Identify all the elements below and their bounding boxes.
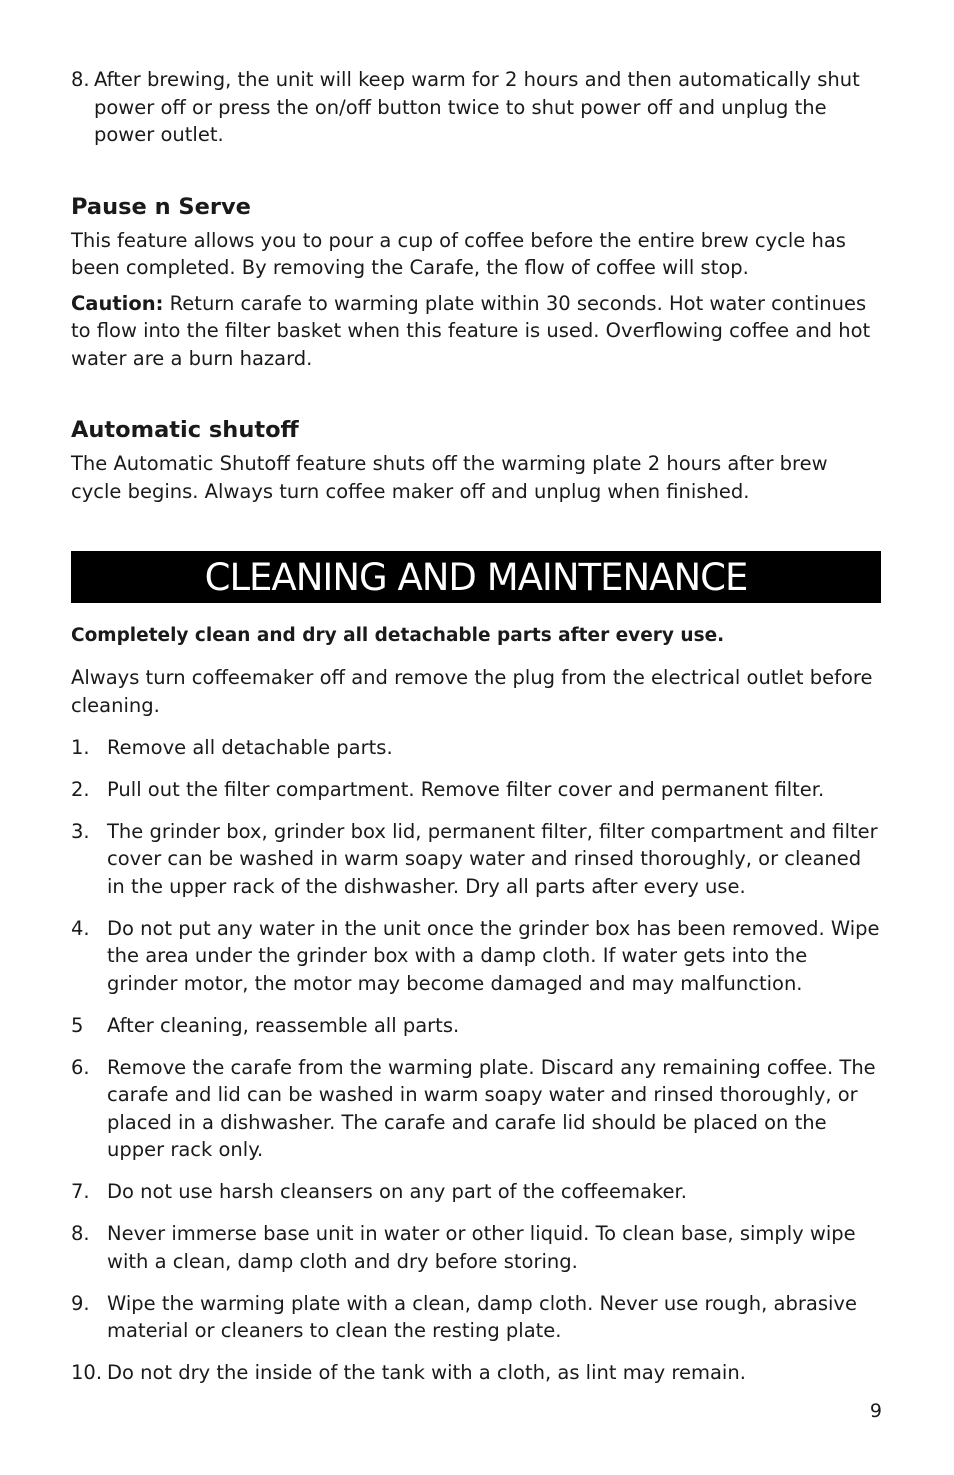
- list-item: [71, 776, 881, 804]
- pause-n-serve-heading: Pause n Serve: [71, 193, 251, 220]
- list-item-number: 8.: [71, 1222, 90, 1245]
- list-item-number: 5: [71, 1013, 84, 1037]
- list-item: [71, 1178, 881, 1206]
- list-item-text: Do not use harsh cleansers on any part of the coffeemaker.: [107, 1180, 687, 1203]
- automatic-shutoff-body: The Automatic Shutoff feature shuts off the warming plate 2 hours after brew cycle begins. Always turn coffee maker off and unplug when finished.: [71, 452, 828, 503]
- list-item-text: The grinder box, grinder box lid, permanent filter, filter compartment and filter cover can be washed in warm soapy water and rinsed thoroughly, or cleaned in the upper rack of the dishwasher. Dry all parts after every use.: [107, 819, 878, 898]
- cleaning-intro: Always turn coffeemaker off and remove the plug from the electrical outlet before cleaning.: [71, 666, 873, 717]
- list-item-text: Wipe the warming plate with a clean, damp cloth. Never use rough, abrasive material or cleaners to clean the resting plate.: [107, 1291, 857, 1342]
- list-item: [71, 1012, 881, 1040]
- list-item: [71, 1290, 881, 1345]
- page-number: 9: [869, 1400, 882, 1422]
- cleaning-steps-list: [71, 734, 881, 1387]
- section-banner: [71, 551, 881, 603]
- list-item-text: Pull out the filter compartment. Remove filter cover and permanent filter.: [107, 777, 825, 801]
- list-item-number: 8.: [71, 68, 90, 91]
- list-item: [71, 734, 881, 762]
- caution-text: Return carafe to warming plate within 30 seconds. Hot water continues to flow into the filter basket when this feature is used. Overflowing coffee and hot water are a burn hazard.: [71, 291, 871, 370]
- list-item-brewing: [71, 66, 881, 149]
- section-banner-title: CLEANING AND MAINTENANCE: [204, 555, 748, 599]
- list-item: [71, 1220, 881, 1275]
- list-item-text: Never immerse base unit in water or other liquid. To clean base, simply wipe with a clean, damp cloth and dry before storing.: [107, 1222, 856, 1273]
- caution-paragraph: [71, 290, 881, 373]
- list-item: [71, 1054, 881, 1164]
- list-item-number: 3.: [71, 819, 90, 843]
- list-item-number: 1.: [71, 735, 90, 759]
- cleaning-lead: Completely clean and dry all detachable parts after every use.: [71, 625, 725, 646]
- list-item-number: 10.: [71, 1361, 103, 1384]
- list-item-number: 9.: [71, 1291, 90, 1315]
- list-item: [71, 818, 881, 901]
- list-item-text: Remove the carafe from the warming plate. Discard any remaining coffee. The carafe and lid can be washed in warm soapy water and rinsed thoroughly, or placed in a dishwasher. The carafe and carafe lid should be placed on the upper rack only.: [107, 1055, 876, 1161]
- document-page: [71, 66, 881, 1387]
- list-item-text: Do not dry the inside of the tank with a cloth, as lint may remain.: [107, 1361, 746, 1384]
- list-item: [71, 1359, 881, 1387]
- pause-n-serve-body: This feature allows you to pour a cup of coffee before the entire brew cycle has been completed. By removing the Carafe, the flow of coffee will stop.: [71, 228, 846, 279]
- list-item-text: After cleaning, reassemble all parts.: [107, 1013, 460, 1037]
- list-item: [71, 915, 881, 998]
- list-item-number: 4.: [71, 916, 90, 940]
- list-item-number: 2.: [71, 777, 90, 801]
- caution-label: Caution:: [71, 291, 164, 315]
- list-item-text: Do not put any water in the unit once the grinder box has been removed. Wipe the area under the grinder box with a damp cloth. If water gets into the grinder motor, the motor may become damaged and may malfunction.: [107, 916, 880, 995]
- list-item-text: Remove all detachable parts.: [107, 735, 393, 759]
- list-item-number: 7.: [71, 1180, 90, 1203]
- automatic-shutoff-heading: Automatic shutoff: [71, 417, 299, 443]
- list-item-number: 6.: [71, 1055, 90, 1079]
- list-item-text: After brewing, the unit will keep warm for 2 hours and then automatically shut power off or press the on/off button twice to shut power off and unplug the power outlet.: [94, 68, 860, 146]
